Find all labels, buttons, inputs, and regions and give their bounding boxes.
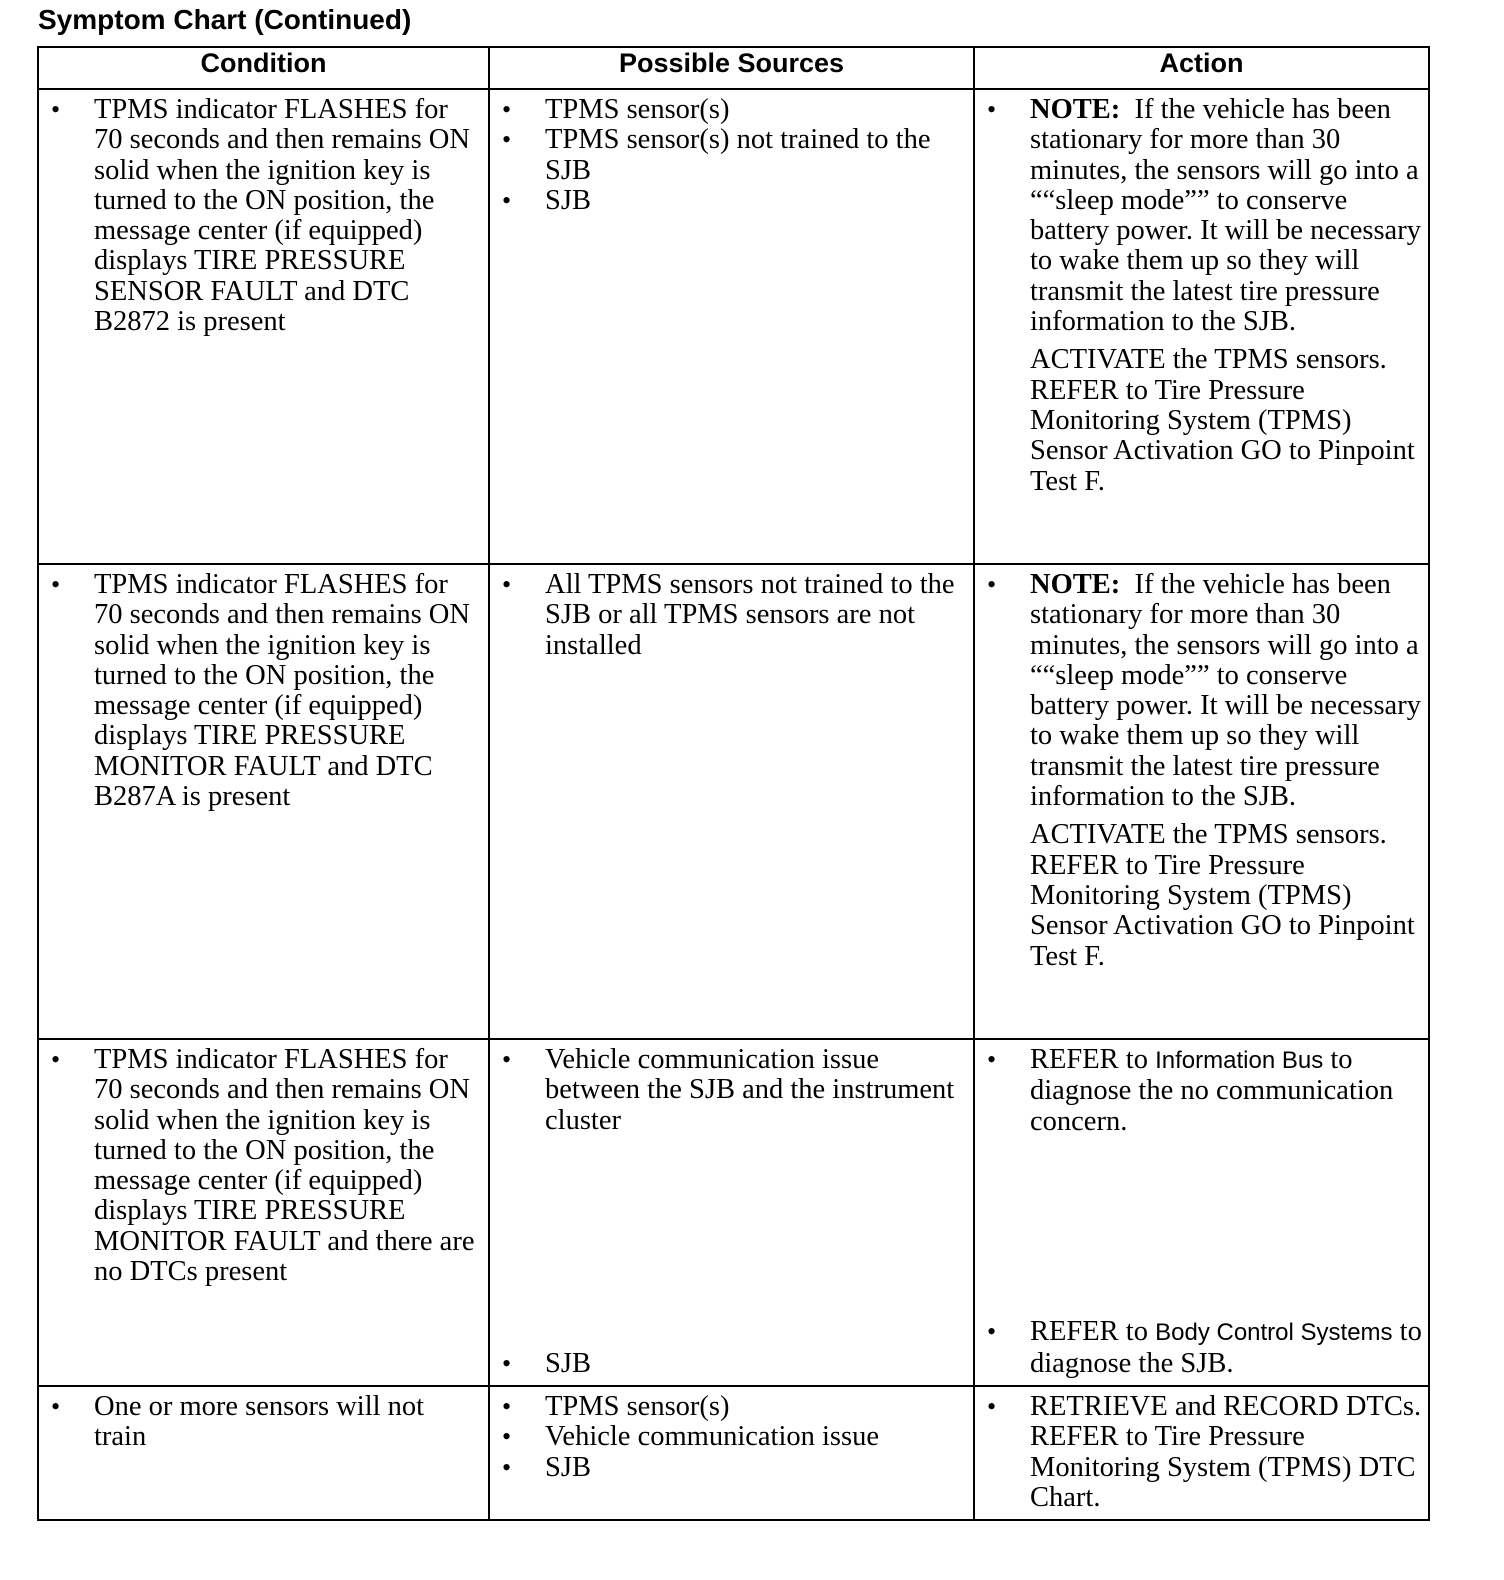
action-text: to diagnose the no communication concern. [1030, 1044, 1394, 1137]
action-cell [974, 564, 1429, 1039]
action-text: REFER to [1030, 1044, 1148, 1075]
sources-cell [489, 564, 974, 1039]
note-text: If the vehicle has been stationary for more than 30 minutes, the sensors will go into a ““sleep mode”” to conserve battery power. It will be necessary to wake them up so they will transmit the latest tire pressure information to the SJB. [1030, 94, 1421, 338]
action-cell [974, 1039, 1429, 1386]
note-text: If the vehicle has been stationary for more than 30 minutes, the sensors will go into a ““sleep mode”” to conserve battery power. It will be necessary to wake them up so they will transmit the latest tire pressure information to the SJB. [1030, 569, 1421, 813]
source-item: • All TPMS sensors not trained to the SJB or all TPMS sensors are not installed [490, 570, 967, 661]
table-row [38, 1386, 1429, 1520]
sources-cell [489, 89, 974, 564]
header-row [38, 47, 1429, 89]
header-action: Action [974, 47, 1429, 89]
condition-text: • TPMS indicator FLASHES for 70 seconds and then remains ON solid when the ignition key is turned to the ON position, the message center (if equipped) displays TIRE PRESSURE SENSOR FAULT and DTC B2872 is present [39, 95, 482, 337]
action-note [975, 95, 1422, 337]
note-label: NOTE: [1030, 569, 1121, 600]
action-text: REFER to [1030, 1316, 1148, 1348]
action-cell [974, 1386, 1429, 1520]
header-possible-sources: Possible Sources [489, 47, 974, 89]
source-item: • TPMS sensor(s) [490, 1392, 967, 1422]
action-text: to diagnose the SJB. [1030, 1316, 1422, 1379]
action-item [975, 1317, 1422, 1379]
header-condition: Condition [38, 47, 489, 89]
condition-cell [38, 564, 489, 1039]
action-followup: ACTIVATE the TPMS sensors. REFER to Tire Pressure Monitoring System (TPMS) Sensor Activation GO to Pinpoint Test F. [1030, 819, 1415, 972]
source-item: • TPMS sensor(s) not trained to the SJB [490, 125, 967, 186]
page-title: Symptom Chart (Continued) [38, 4, 412, 35]
symptom-chart [37, 46, 1430, 1521]
source-item: • SJB [490, 186, 967, 216]
information-bus-link[interactable]: Information Bus [1155, 1047, 1324, 1074]
sources-cell [489, 1039, 974, 1386]
condition-text: • TPMS indicator FLASHES for 70 seconds and then remains ON solid when the ignition key is turned to the ON position, the message center (if equipped) displays TIRE PRESSURE MONITOR FAULT and DTC B287A is present [39, 570, 482, 812]
body-control-systems-link[interactable]: Body Control Systems [1155, 1319, 1393, 1347]
action-item [975, 1045, 1422, 1137]
table-row [38, 564, 1429, 1039]
table-row [38, 89, 1429, 564]
source-item: • TPMS sensor(s) [490, 95, 967, 125]
sources-cell [489, 1386, 974, 1520]
action-cell [974, 89, 1429, 564]
condition-cell [38, 1039, 489, 1386]
table-row [38, 1039, 1429, 1386]
note-label: NOTE: [1030, 94, 1121, 125]
source-item: • Vehicle communication issue between the SJB and the instrument cluster [490, 1045, 967, 1136]
source-item: • SJB [490, 1453, 967, 1483]
action-item: • RETRIEVE and RECORD DTCs. REFER to Tire Pressure Monitoring System (TPMS) DTC Chart. [975, 1392, 1422, 1513]
condition-text: • TPMS indicator FLASHES for 70 seconds and then remains ON solid when the ignition key is turned to the ON position, the message center (if equipped) displays TIRE PRESSURE MONITOR FAULT and there are no DTCs present [39, 1045, 482, 1287]
condition-cell [38, 89, 489, 564]
action-followup: ACTIVATE the TPMS sensors. REFER to Tire Pressure Monitoring System (TPMS) Sensor Activation GO to Pinpoint Test F. [1030, 344, 1415, 497]
action-note [975, 570, 1422, 812]
condition-cell [38, 1386, 489, 1520]
source-item: • Vehicle communication issue [490, 1422, 967, 1452]
condition-text: • One or more sensors will not train [39, 1392, 482, 1453]
source-item: • SJB [490, 1349, 967, 1379]
